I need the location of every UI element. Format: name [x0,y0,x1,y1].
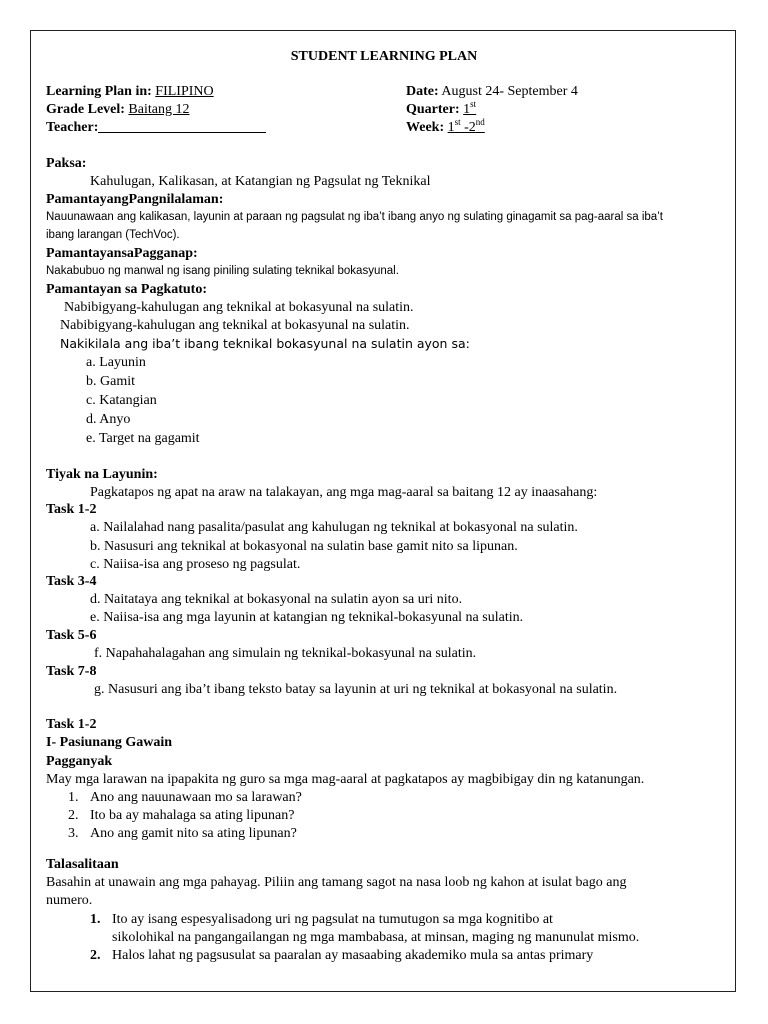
paksa-text: Kahulugan, Kalikasan, at Katangian ng Pagsulat ng Teknikal [90,174,431,189]
talasalitaan-intro: numero. [46,893,93,908]
talasalitaan-item-text: sikolohikal na pangangailangan ng mga mambabasa, at minsan, maging ng manunulat mismo. [112,930,640,945]
task-objective: d. Naitataya ang teknikal at bokasyonal na sulatin ayon sa uri nito. [90,592,463,607]
page-title: STUDENT LEARNING PLAN [290,49,478,64]
date-label: Date: [406,84,439,99]
learning-plan-value: FILIPINO [155,84,214,99]
date-row [406,83,578,100]
grade-level-label: Grade Level: [46,102,125,117]
pagkatuto-line: Nabibigyang-kahulugan ang teknikal at bokasyunal na sulatin. [64,300,414,315]
pagganyak-label: Pagganyak [46,754,113,769]
activity-section-label: I- Pasiunang Gawain [46,735,173,750]
pamantayang-pangnilalaman-line2: ibang larangan (TechVoc). [46,229,180,241]
task-objective: f. Napahahalagahan ang simulain ng teknikal-bokasyunal na sulatin. [94,646,477,661]
quarter-label: Quarter: [406,102,460,117]
quarter-row [406,101,476,118]
tiyak-na-layunin-label: Tiyak na Layunin: [46,467,158,482]
task-objective: a. Nailalahad nang pasalita/pasulat ang kahulugan ng teknikal at bokasyonal na sulatin. [90,520,578,535]
task-label: Task 1-2 [46,502,97,517]
task-label: Task 7-8 [46,664,97,679]
talasalitaan-intro: Basahin at unawain ang mga pahayag. Piliin ang tamang sagot na nasa loob ng kahon at isulat bago ang [46,875,627,890]
week-label: Week: [406,120,445,135]
pagkatuto-item: b. Gamit [86,374,135,389]
quarter-value: 1st [463,99,477,117]
talasalitaan-item-text: Ito ay isang espesyalisadong uri ng pagsulat na tumutugon sa mga kognitibo at [112,912,553,927]
pagganyak-question: 1. Ano ang nauunawaan mo sa larawan? [68,790,302,805]
task-objective: e. Naiisa-isa ang mga layunin at katangian ng teknikal-bokasyunal na sulatin. [90,610,524,625]
task-label: Task 3-4 [46,574,97,589]
pamantayan-sa-pagganap-label: PamantayansaPagganap: [46,246,198,261]
learning-plan-row [46,83,214,100]
learning-plan-label: Learning Plan in: [46,84,152,99]
activity-task-label: Task 1-2 [46,717,97,732]
pagganyak-intro: May mga larawan na ipapakita ng guro sa mga mag-aaral at pagkatapos ay magbibigay din ng katanungan. [46,772,645,787]
pagkatuto-item: a. Layunin [86,355,146,370]
talasalitaan-item-text: Halos lahat ng pagsusulat sa paaralan ay masaabing akademiko mula sa antas primary [112,948,594,963]
grade-level-value: Baitang 12 [128,102,190,117]
pagkatuto-line: Nakikilala ang iba’t ibang teknikal bokasyunal na sulatin ayon sa: [60,336,470,351]
task-objective: g. Nasusuri ang iba’t ibang teksto batay sa layunin at uri ng teknikal at bokasyonal na sulatin. [94,682,618,697]
pamantayang-pangnilalaman-label: PamantayangPangnilalaman: [46,192,224,207]
date-value: August 24- September 4 [441,84,578,99]
teacher-row [46,119,266,136]
talasalitaan-item-number: 2. [90,948,101,963]
pagkatuto-item: d. Anyo [86,412,131,427]
week-value: 1st -2nd [447,117,485,135]
task-objective: b. Nasusuri ang teknikal at bokasyonal na sulatin base gamit nito sa lipunan. [90,539,518,554]
pagkatuto-item: c. Katangian [86,393,157,408]
pagganyak-question: 2. Ito ba ay mahalaga sa ating lipunan? [68,808,295,823]
talasalitaan-label: Talasalitaan [46,857,119,872]
pagganyak-question: 3. Ano ang gamit nito sa ating lipunan? [68,826,297,841]
teacher-label: Teacher: [46,120,99,135]
pamantayan-sa-pagganap-text: Nakabubuo ng manwal ng isang piniling sulating teknikal bokasyunal. [46,265,399,277]
task-objective: c. Naiisa-isa ang proseso ng pagsulat. [90,557,301,572]
pagkatuto-item: e. Target na gagamit [86,431,200,446]
teacher-blank-line [98,119,266,133]
tiyak-na-layunin-intro: Pagkatapos ng apat na araw na talakayan, ang mga mag-aaral sa baitang 12 ay inaasahang: [90,485,598,500]
pamantayang-pangnilalaman-line1: Nauunawaan ang kalikasan, layunin at paraan ng pagsulat ng iba’t ibang anyo ng sulating ginagamit sa pag-aaral sa iba’t [46,211,663,223]
week-row [406,119,485,136]
task-label: Task 5-6 [46,628,97,643]
paksa-label: Paksa: [46,156,87,171]
talasalitaan-item-number: 1. [90,912,101,927]
pamantayan-sa-pagkatuto-label: Pamantayan sa Pagkatuto: [46,282,208,297]
grade-level-row [46,101,189,118]
pagkatuto-line: Nabibigyang-kahulugan ang teknikal at bokasyunal na sulatin. [60,318,410,333]
